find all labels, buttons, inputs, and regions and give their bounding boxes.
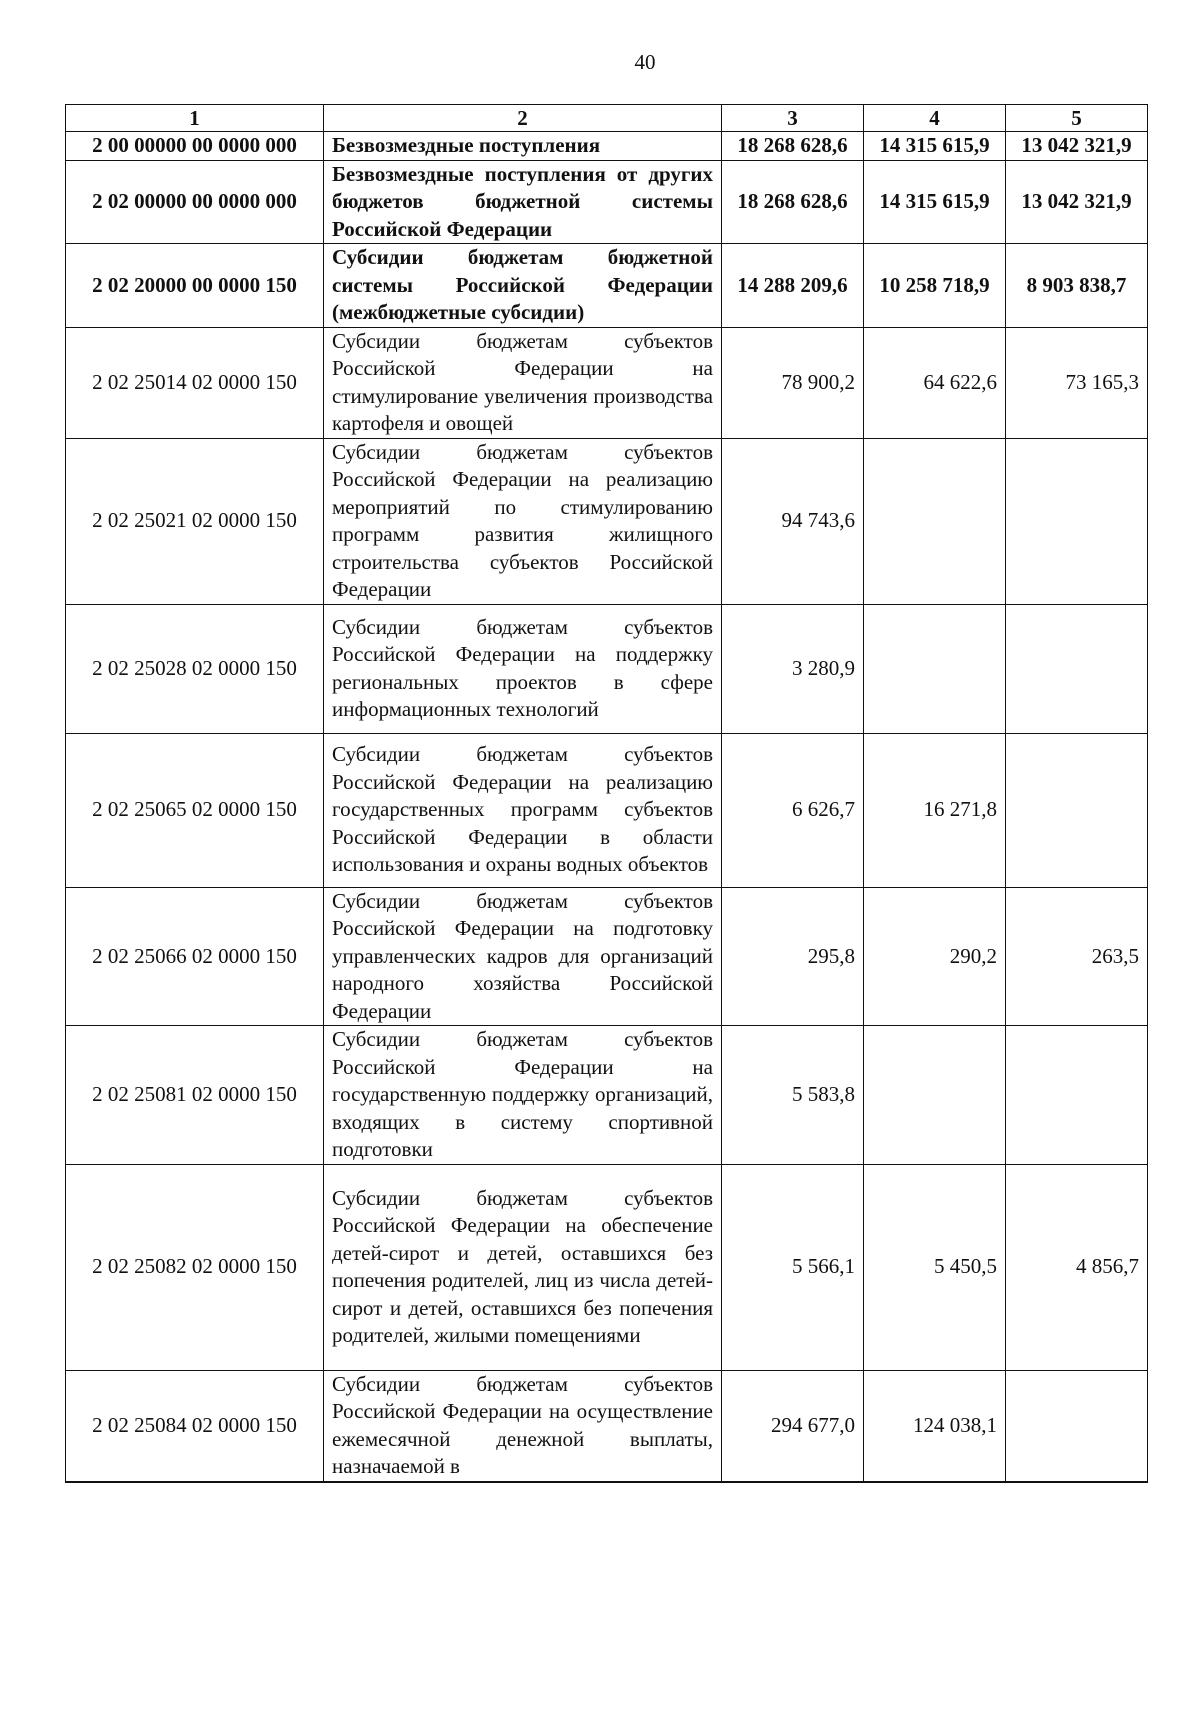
value-col-3-cell: 18 268 628,6 [722, 132, 864, 161]
value-col-4-cell: 16 271,8 [864, 733, 1006, 887]
header-col-3: 3 [722, 105, 864, 132]
header-col-4: 4 [864, 105, 1006, 132]
table-header-row [66, 105, 1148, 132]
revenue-name-cell: Субсидии бюджетам субъектов Российской Федерации на поддержку региональных проектов в сфере информационных технологий [324, 604, 722, 733]
value-col-5-cell [1006, 604, 1148, 733]
budget-code-cell: 2 02 25014 02 0000 150 [66, 327, 324, 438]
value-col-4-cell: 14 315 615,9 [864, 160, 1006, 244]
header-col-1: 1 [66, 105, 324, 132]
table-row [66, 438, 1148, 604]
budget-revenue-table [65, 104, 1148, 1483]
table-row [66, 327, 1148, 438]
revenue-name-cell: Безвозмездные поступления от других бюджетов бюджетной системы Российской Федерации [324, 160, 722, 244]
value-col-3-cell: 5 566,1 [722, 1164, 864, 1370]
table-row [66, 733, 1148, 887]
value-col-4-cell [864, 1026, 1006, 1165]
table-row [66, 1026, 1148, 1165]
value-col-5-cell [1006, 733, 1148, 887]
value-col-3-cell: 294 677,0 [722, 1370, 864, 1482]
budget-code-cell: 2 02 25065 02 0000 150 [66, 733, 324, 887]
value-col-5-cell: 8 903 838,7 [1006, 244, 1148, 328]
value-col-4-cell: 10 258 718,9 [864, 244, 1006, 328]
value-col-5-cell [1006, 438, 1148, 604]
value-col-5-cell: 13 042 321,9 [1006, 132, 1148, 161]
budget-code-cell: 2 02 25084 02 0000 150 [66, 1370, 324, 1482]
budget-code-cell: 2 00 00000 00 0000 000 [66, 132, 324, 161]
value-col-5-cell: 13 042 321,9 [1006, 160, 1148, 244]
table-row [66, 132, 1148, 161]
value-col-4-cell: 5 450,5 [864, 1164, 1006, 1370]
budget-code-cell: 2 02 25081 02 0000 150 [66, 1026, 324, 1165]
page-number: 40 [634, 50, 656, 74]
table-row [66, 1164, 1148, 1370]
table-row [66, 604, 1148, 733]
value-col-3-cell: 295,8 [722, 887, 864, 1026]
value-col-4-cell: 290,2 [864, 887, 1006, 1026]
value-col-3-cell: 94 743,6 [722, 438, 864, 604]
value-col-5-cell [1006, 1370, 1148, 1482]
value-col-4-cell [864, 604, 1006, 733]
value-col-3-cell: 78 900,2 [722, 327, 864, 438]
table-row [66, 1370, 1148, 1482]
table-row [66, 244, 1148, 328]
revenue-name-cell: Субсидии бюджетам субъектов Российской Федерации на реализацию государственных программ субъектов Российской Федерации в области использования и охраны водных объектов [324, 733, 722, 887]
value-col-3-cell: 18 268 628,6 [722, 160, 864, 244]
revenue-name-cell: Безвозмездные поступления [324, 132, 722, 161]
value-col-4-cell: 64 622,6 [864, 327, 1006, 438]
value-col-3-cell: 3 280,9 [722, 604, 864, 733]
value-col-4-cell: 14 315 615,9 [864, 132, 1006, 161]
value-col-3-cell: 5 583,8 [722, 1026, 864, 1165]
table-row [66, 160, 1148, 244]
budget-code-cell: 2 02 25021 02 0000 150 [66, 438, 324, 604]
revenue-name-cell: Субсидии бюджетам субъектов Российской Федерации на обеспечение детей-сирот и детей, оставшихся без попечения родителей, лиц из числа детей-сирот и детей, оставшихся без попечения родителей, жилыми помещениями [324, 1164, 722, 1370]
revenue-name-cell: Субсидии бюджетам субъектов Российской Федерации на подготовку управленческих кадров для организаций народного хозяйства Российской Федерации [324, 887, 722, 1026]
revenue-name-cell: Субсидии бюджетам субъектов Российской Федерации на реализацию мероприятий по стимулированию программ развития жилищного строительства субъектов Российской Федерации [324, 438, 722, 604]
value-col-5-cell: 4 856,7 [1006, 1164, 1148, 1370]
revenue-name-cell: Субсидии бюджетам бюджетной системы Российской Федерации (межбюджетные субсидии) [324, 244, 722, 328]
value-col-5-cell: 73 165,3 [1006, 327, 1148, 438]
value-col-4-cell [864, 438, 1006, 604]
value-col-5-cell [1006, 1026, 1148, 1165]
table-row [66, 887, 1148, 1026]
budget-code-cell: 2 02 00000 00 0000 000 [66, 160, 324, 244]
budget-code-cell: 2 02 20000 00 0000 150 [66, 244, 324, 328]
value-col-4-cell: 124 038,1 [864, 1370, 1006, 1482]
revenue-name-cell: Субсидии бюджетам субъектов Российской Федерации на государственную поддержку организаций, входящих в систему спортивной подготовки [324, 1026, 722, 1165]
value-col-3-cell: 14 288 209,6 [722, 244, 864, 328]
header-col-5: 5 [1006, 105, 1148, 132]
revenue-name-cell: Субсидии бюджетам субъектов Российской Федерации на осуществление ежемесячной денежной выплаты, назначаемой в [324, 1370, 722, 1482]
budget-code-cell: 2 02 25066 02 0000 150 [66, 887, 324, 1026]
header-col-2: 2 [324, 105, 722, 132]
value-col-3-cell: 6 626,7 [722, 733, 864, 887]
value-col-5-cell: 263,5 [1006, 887, 1148, 1026]
budget-code-cell: 2 02 25028 02 0000 150 [66, 604, 324, 733]
budget-code-cell: 2 02 25082 02 0000 150 [66, 1164, 324, 1370]
revenue-name-cell: Субсидии бюджетам субъектов Российской Федерации на стимулирование увеличения производства картофеля и овощей [324, 327, 722, 438]
